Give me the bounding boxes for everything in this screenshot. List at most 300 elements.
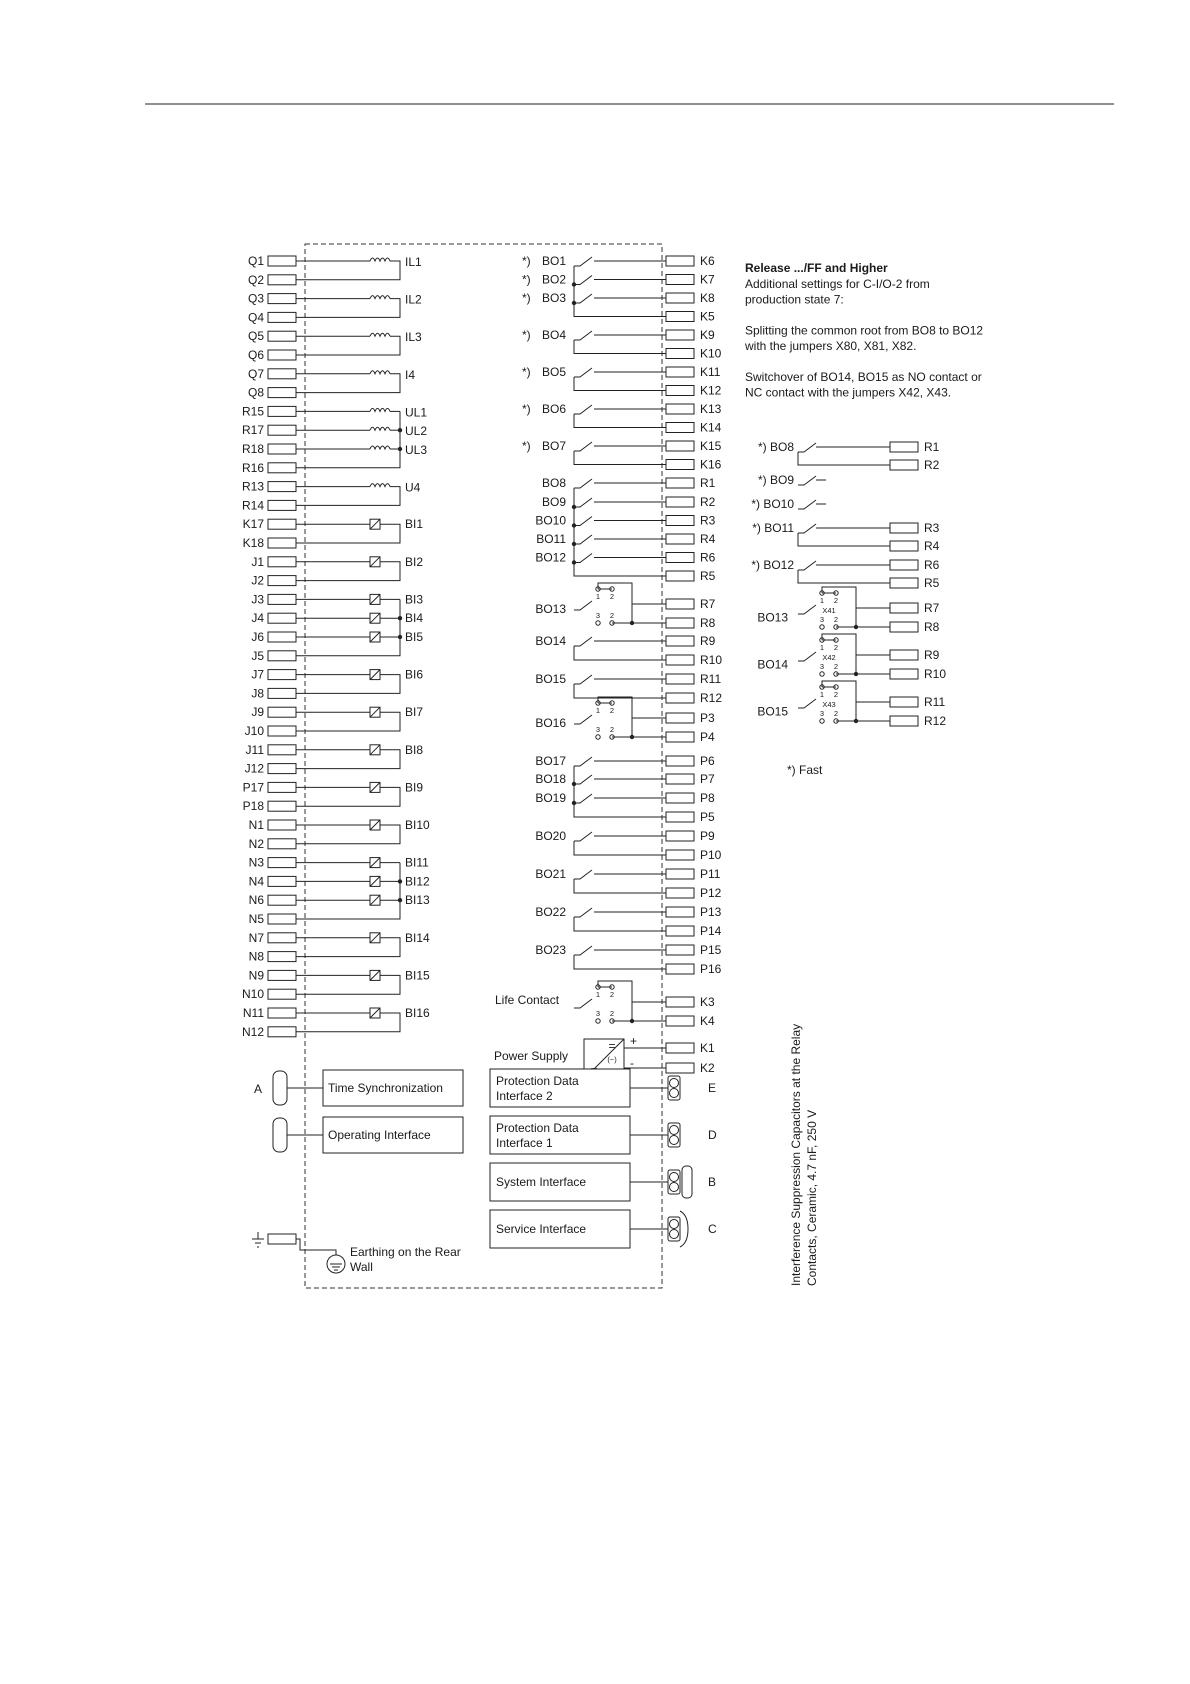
terminal-icon [666, 534, 694, 544]
left-terminal-label: N10 [241, 987, 264, 1002]
common-wire [574, 414, 666, 428]
binary-output-label: BO11 [536, 532, 566, 546]
right-terminal-label: K1 [700, 1041, 715, 1055]
left-terminal-label: J3 [251, 592, 264, 607]
left-terminal-label: Q4 [247, 310, 264, 325]
terminal-icon [666, 732, 694, 742]
junction-dot [572, 801, 576, 805]
jumper-pin-number: 1 [595, 990, 601, 999]
left-terminal-label: J5 [251, 648, 264, 663]
changeover-contact-icon [798, 699, 816, 708]
terminal-icon [268, 482, 296, 492]
changeover-contact-icon [574, 999, 592, 1008]
changeover-contact-icon [798, 652, 816, 661]
junction-dot [398, 635, 402, 639]
left-terminal-label: N8 [248, 949, 264, 964]
left-terminal-label: R15 [241, 404, 264, 419]
right-terminal-label: R3 [700, 513, 716, 528]
alt-terminal-label: R10 [924, 667, 947, 681]
right-terminal-label: K2 [700, 1061, 715, 1075]
interface-label: Service Interface [496, 1222, 587, 1236]
relay-contact-icon [574, 257, 592, 266]
power-supply-dc: = [608, 1039, 616, 1053]
binary-input-label: BI16 [405, 1006, 430, 1020]
dsub-shell-icon [680, 1211, 688, 1247]
alt-contact-label: BO13 [757, 610, 788, 625]
right-terminal-label: P3 [700, 711, 715, 725]
left-terminal-label: N7 [248, 930, 264, 945]
terminal-icon [268, 1027, 296, 1037]
right-terminal-label: P9 [700, 829, 715, 843]
binary-input-label: BI3 [405, 592, 424, 607]
release-note-line: Switchover of BO14, BO15 as NO contact or [745, 370, 982, 384]
release-note-line: Additional settings for C-I/O-2 from [745, 277, 930, 291]
current-input-label: IL3 [405, 330, 422, 345]
right-terminal-label: P13 [700, 905, 722, 919]
terminal-icon [268, 350, 296, 360]
common-wire [574, 917, 666, 931]
right-terminal-label: K10 [700, 346, 722, 361]
binary-input-label: BI13 [405, 893, 430, 908]
binary-output-label: BO16 [535, 716, 566, 730]
junction-dot [398, 616, 402, 620]
binary-output-label: BO2 [541, 272, 566, 287]
terminal-icon [666, 599, 694, 609]
terminal-icon [268, 989, 296, 999]
terminal-icon [268, 764, 296, 774]
jumper-pin-number: 2 [609, 1009, 615, 1018]
common-wire [574, 377, 666, 391]
right-terminal-label: P6 [700, 754, 715, 768]
jumper-pin-number: 3 [595, 611, 601, 620]
terminal-icon [268, 463, 296, 473]
power-supply-ac: (~) [607, 1055, 617, 1064]
left-terminal-label: Q3 [247, 291, 264, 306]
alt-contact-label: *) BO9 [757, 473, 794, 487]
terminal-icon [666, 404, 694, 414]
relay-contact-icon [574, 832, 592, 841]
right-terminal-label: R9 [700, 634, 716, 648]
right-terminal-label: P12 [700, 886, 722, 900]
right-terminal-label: P15 [700, 943, 722, 957]
terminal-icon [268, 726, 296, 736]
current-transformer-icon [370, 371, 390, 374]
terminal-icon [268, 651, 296, 661]
right-terminal-label: K13 [700, 402, 722, 416]
alt-contact-label: *) BO8 [757, 440, 794, 454]
terminal-icon [268, 933, 296, 943]
jumper-name: X43 [822, 700, 836, 709]
left-terminal-label: Q6 [247, 348, 264, 362]
binary-output-label: BO20 [535, 829, 566, 843]
left-terminal-label: Q1 [247, 254, 264, 268]
relay-contact-icon [574, 908, 592, 917]
common-wire [574, 266, 666, 317]
current-input-label: IL1 [405, 255, 422, 269]
jumper-name: X42 [822, 653, 836, 662]
terminal-icon [666, 618, 694, 628]
terminal-icon [666, 367, 694, 377]
right-terminal-label: K12 [700, 383, 722, 398]
right-terminal-label: R6 [700, 550, 716, 565]
input-wire [296, 524, 400, 543]
current-transformer-icon [370, 408, 390, 411]
binary-input-label: BI11 [405, 855, 429, 870]
earthing-label: Earthing on the Rear [350, 1245, 461, 1259]
terminal-icon [666, 713, 694, 723]
left-terminal-label: R14 [241, 498, 264, 513]
binary-output-label: BO15 [535, 672, 566, 686]
fast-marker: *) [522, 365, 531, 379]
terminal-icon [666, 516, 694, 526]
changeover-contact-icon [798, 605, 816, 614]
terminal-icon [666, 774, 694, 784]
terminal-icon [890, 697, 918, 707]
right-terminal-label: K9 [700, 328, 715, 342]
port-letter: B [708, 1175, 717, 1189]
terminal-icon [666, 386, 694, 396]
right-terminal-label: R11 [700, 672, 722, 686]
terminal-icon [268, 275, 296, 285]
relay-contact-icon [574, 554, 592, 563]
right-terminal-label: K5 [700, 309, 715, 324]
port-pin-icon [670, 1136, 679, 1145]
binary-input-label: BI10 [405, 818, 430, 832]
terminal-icon [268, 256, 296, 266]
jumper-pin-number: 2 [609, 706, 615, 715]
jumper-pin-number: 1 [819, 690, 825, 699]
junction-dot [572, 560, 576, 564]
binary-input-label: BI6 [405, 667, 424, 682]
terminal-icon [666, 831, 694, 841]
voltage-input-label: UL2 [405, 424, 428, 439]
relay-contact-icon [574, 775, 592, 784]
binary-input-label: BI4 [405, 611, 424, 626]
terminal-icon [666, 636, 694, 646]
relay-contact-icon [574, 517, 592, 526]
terminal-icon [268, 519, 296, 529]
terminal-icon [666, 756, 694, 766]
right-terminal-label: R8 [700, 616, 716, 630]
terminal-icon [666, 330, 694, 340]
left-terminal-label: N12 [241, 1024, 264, 1039]
binary-output-label: BO10 [535, 513, 566, 528]
left-terminal-label: R18 [241, 442, 264, 456]
terminal-icon [268, 688, 296, 698]
terminal-icon [890, 716, 918, 726]
binary-output-label: BO21 [535, 867, 566, 881]
port-pin-icon [670, 1126, 679, 1135]
left-terminal-label: J4 [251, 611, 264, 626]
current-transformer-icon [370, 258, 390, 261]
binary-output-label: BO7 [541, 439, 566, 453]
right-terminal-label: P5 [700, 810, 715, 824]
left-terminal-label: J8 [251, 686, 264, 701]
right-terminal-label: P14 [700, 924, 722, 938]
terminal-icon [666, 553, 694, 563]
terminal-icon [268, 369, 296, 379]
binary-output-label: BO19 [535, 791, 566, 805]
relay-contact-icon [798, 524, 816, 533]
terminal-icon [268, 914, 296, 924]
port-letter: D [708, 1128, 717, 1142]
left-terminal-label: N6 [248, 893, 264, 908]
terminal-icon [666, 293, 694, 303]
jumper-pin-icon [596, 1019, 600, 1023]
left-terminal-label: R17 [241, 423, 264, 438]
fast-marker: *) [522, 439, 531, 453]
jumper-pin-icon [820, 719, 824, 723]
terminal-icon [268, 388, 296, 398]
terminal-icon [268, 576, 296, 586]
binary-input-label: BI2 [405, 554, 424, 569]
terminal-icon [666, 907, 694, 917]
interface-label: Operating Interface [328, 1128, 431, 1142]
terminal-icon [890, 442, 918, 452]
input-wire [296, 299, 400, 318]
interface-label: Interface 2 [496, 1089, 553, 1103]
left-terminal-label: Q8 [247, 385, 264, 400]
common-wire [574, 646, 666, 660]
jumper-pin-number: 2 [609, 725, 615, 734]
terminal-icon [890, 603, 918, 613]
right-terminal-label: R12 [700, 691, 723, 705]
left-terminal-label: N9 [248, 968, 264, 983]
common-wire [574, 841, 666, 855]
jumper-pin-icon [596, 621, 600, 625]
input-wire [296, 787, 400, 806]
terminal-icon [268, 557, 296, 567]
jumper-pin-number: 2 [609, 592, 615, 601]
left-terminal-label: J7 [251, 667, 264, 682]
right-terminal-label: K14 [700, 420, 722, 435]
terminal-icon [666, 945, 694, 955]
terminal-icon [666, 655, 694, 665]
right-terminal-label: R7 [700, 597, 716, 611]
junction-dot [398, 898, 402, 902]
relay-contact-icon [574, 294, 592, 303]
jumper-pin-number: 2 [833, 690, 839, 699]
common-wire [574, 684, 666, 698]
left-terminal-label: Q5 [247, 329, 264, 344]
alt-terminal-label: R12 [924, 714, 947, 728]
common-wire [574, 879, 666, 893]
alt-contact-label: *) BO10 [751, 497, 794, 511]
right-terminal-label: P10 [700, 848, 722, 862]
input-wire [296, 336, 400, 355]
current-input-label: I4 [405, 367, 416, 382]
left-terminal-label: N4 [248, 874, 264, 889]
terminal-icon [268, 952, 296, 962]
input-wire [296, 825, 400, 844]
right-terminal-label: R10 [700, 653, 723, 667]
terminal-icon [890, 622, 918, 632]
interface-label: Time Synchronization [328, 1081, 443, 1095]
terminal-icon [268, 970, 296, 980]
current-transformer-icon [370, 446, 390, 449]
relay-contact-icon [574, 675, 592, 684]
terminal-icon [268, 707, 296, 717]
current-transformer-icon [370, 427, 390, 430]
port-pin-icon [670, 1230, 679, 1239]
right-terminal-label: R5 [700, 569, 716, 583]
relay-contact-icon [798, 443, 816, 452]
terminal-icon [268, 632, 296, 642]
relay-contact-icon [574, 637, 592, 646]
left-terminal-label: Q2 [247, 272, 264, 287]
terminal-icon [268, 820, 296, 830]
power-supply-label: Power Supply [494, 1049, 569, 1063]
left-terminal-label: J10 [244, 724, 264, 738]
interface-label: Interface 1 [496, 1136, 553, 1150]
junction-dot [572, 282, 576, 286]
relay-contact-icon [574, 757, 592, 766]
jumper-name: X41 [822, 606, 836, 615]
terminal-icon [666, 256, 694, 266]
alt-contact-label: BO14 [757, 657, 788, 672]
release-heading: Release .../FF and Higher [745, 261, 888, 275]
fast-marker: *) [522, 328, 531, 342]
binary-input-label: BI8 [405, 742, 424, 757]
left-terminal-label: J9 [251, 705, 264, 720]
life-contact-label: Life Contact [495, 993, 560, 1007]
jumper-pin-number: 2 [833, 662, 839, 671]
terminal-icon [268, 858, 296, 868]
alt-terminal-label: R4 [924, 539, 940, 553]
binary-output-label: BO1 [541, 254, 566, 268]
jumper-pin-number: 2 [833, 709, 839, 718]
jumper-pin-number: 2 [833, 643, 839, 652]
input-wire [296, 712, 400, 731]
left-terminal-label: N1 [248, 818, 264, 832]
left-terminal-label: R16 [241, 460, 264, 475]
supply-minus: - [630, 1056, 634, 1070]
relay-contact-icon [574, 276, 592, 285]
junction-dot [572, 505, 576, 509]
relay-contact-icon [574, 535, 592, 544]
binary-output-label: BO6 [541, 402, 566, 416]
common-wire [574, 955, 666, 969]
binary-output-label: BO17 [535, 754, 566, 768]
common-wire [798, 452, 890, 465]
binary-output-label: BO8 [541, 476, 566, 490]
current-transformer-icon [370, 296, 390, 299]
binary-output-label: BO3 [541, 291, 566, 305]
binary-output-label: BO22 [535, 905, 566, 919]
relay-contact-icon [574, 946, 592, 955]
fast-marker: *) [522, 272, 531, 287]
right-terminal-label: K8 [700, 291, 715, 305]
relay-contact-icon [574, 442, 592, 451]
left-terminal-label: J12 [244, 761, 264, 776]
terminal-icon [666, 674, 694, 684]
changeover-contact-icon [574, 601, 592, 610]
port-connector-icon [273, 1118, 287, 1152]
terminal-icon [666, 693, 694, 703]
terminal-icon [666, 793, 694, 803]
left-terminal-label: J1 [251, 554, 264, 569]
relay-contact-icon [574, 479, 592, 488]
left-terminal-label: Q7 [247, 366, 264, 381]
terminal-icon [666, 423, 694, 433]
port-connector-icon [273, 1071, 287, 1105]
terminal-icon [666, 869, 694, 879]
fast-note: *) Fast [787, 763, 823, 777]
relay-contact-icon [574, 368, 592, 377]
right-terminal-label: R4 [700, 532, 716, 546]
terminal-icon [666, 349, 694, 359]
junction-dot [572, 782, 576, 786]
jumper-pin-number: 2 [609, 990, 615, 999]
terminal-icon [890, 460, 918, 470]
terminal-icon [666, 275, 694, 285]
fast-marker: *) [522, 291, 531, 305]
left-terminal-label: K17 [242, 517, 264, 532]
left-terminal-label: P18 [242, 799, 264, 814]
alt-terminal-label: R8 [924, 620, 940, 634]
capacitor-note: Interference Suppression Capacitors at the Relay [789, 1023, 803, 1286]
jumper-pin-number: 1 [819, 643, 825, 652]
terminal-icon [666, 460, 694, 470]
common-wire [574, 451, 666, 465]
alt-terminal-label: R6 [924, 558, 940, 572]
right-terminal-label: K3 [700, 995, 715, 1009]
left-terminal-label: P17 [242, 780, 264, 795]
input-wire [296, 487, 400, 506]
terminal-icon [268, 444, 296, 454]
right-terminal-label: P11 [700, 867, 721, 881]
jumper-pin-number: 2 [833, 615, 839, 624]
jumper-pin-number: 1 [595, 706, 601, 715]
alt-terminal-label: R2 [924, 458, 940, 472]
binary-output-label: BO5 [541, 365, 566, 379]
common-wire [798, 533, 890, 546]
port-pin-icon [670, 1089, 679, 1098]
jumper-pin-number: 1 [819, 596, 825, 605]
common-wire [798, 570, 890, 583]
alt-terminal-label: R3 [924, 521, 940, 535]
terminal-icon [890, 578, 918, 588]
right-terminal-label: K15 [700, 439, 722, 453]
terminal-icon [268, 1008, 296, 1018]
terminal-icon [268, 312, 296, 322]
interface-label: System Interface [496, 1175, 587, 1189]
jumper-pin-number: 3 [819, 615, 825, 624]
jumper-pin-number: 3 [595, 725, 601, 734]
binary-input-label: BI14 [405, 930, 430, 945]
right-terminal-label: P4 [700, 730, 715, 744]
jumper-pin-number: 2 [833, 596, 839, 605]
terminal-icon [268, 895, 296, 905]
voltage-input-label: U4 [405, 480, 421, 495]
right-terminal-label: K6 [700, 254, 715, 268]
earthing-label: Wall [350, 1260, 373, 1274]
binary-input-label: BI5 [405, 630, 424, 644]
terminal-icon [666, 812, 694, 822]
jumper-pin-number: 2 [609, 611, 615, 620]
terminal-icon [268, 425, 296, 435]
jumper-pin-number: 3 [819, 662, 825, 671]
common-wire [296, 411, 400, 467]
capacitor-note: Contacts, Ceramic, 4.7 nF, 250 V [805, 1109, 819, 1286]
dsub-shell-icon [682, 1166, 692, 1198]
terminal-icon [268, 801, 296, 811]
input-wire [296, 675, 400, 694]
input-wire [296, 975, 400, 994]
terminal-icon [890, 669, 918, 679]
binary-input-label: BI1 [405, 517, 424, 532]
relay-contact-icon [574, 794, 592, 803]
